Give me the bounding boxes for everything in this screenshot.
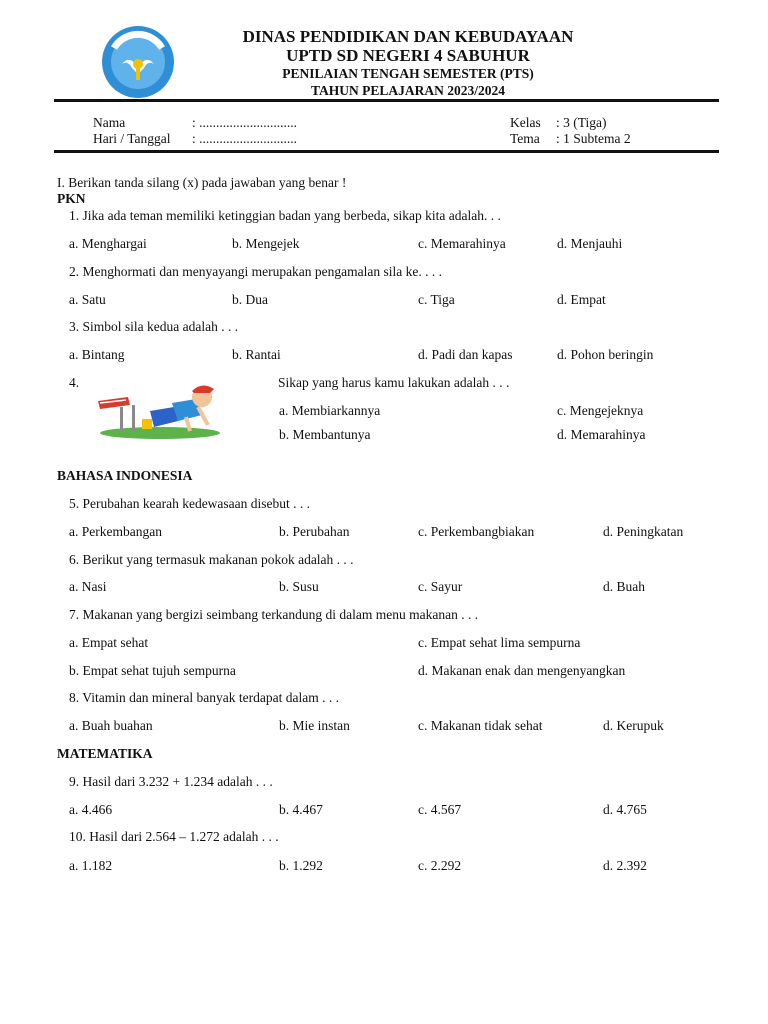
question-10: 10. Hasil dari 2.564 – 1.272 adalah . . .	[69, 829, 279, 844]
q1-option-d[interactable]: d. Menjauhi	[557, 236, 623, 251]
q10-option-b[interactable]: b. 1.292	[279, 858, 323, 873]
header-school: UPTD SD NEGERI 4 SABUHUR	[286, 46, 530, 65]
q7-option-c[interactable]: c. Empat sehat lima sempurna	[418, 635, 581, 650]
q2-option-d[interactable]: d. Empat	[557, 292, 606, 307]
question-5: 5. Perubahan kearah kedewasaan disebut . . .	[69, 496, 311, 511]
question-3: 3. Simbol sila kedua adalah . . .	[69, 319, 239, 334]
q6-option-d[interactable]: d. Buah	[603, 579, 645, 594]
q4-option-a[interactable]: a. Membiarkannya	[279, 403, 381, 418]
q8-option-d[interactable]: d. Kerupuk	[603, 718, 664, 733]
identity-divider	[54, 150, 719, 153]
nama-label: Nama	[93, 115, 126, 130]
question-4: Sikap yang harus kamu lakukan adalah . . .	[278, 375, 510, 390]
q5-option-c[interactable]: c. Perkembangbiakan	[418, 524, 535, 539]
q1-option-b[interactable]: b. Mengejek	[232, 236, 300, 251]
q7-option-a[interactable]: a. Empat sehat	[69, 635, 149, 650]
q7-option-b[interactable]: b. Empat sehat tujuh sempurna	[69, 663, 236, 678]
q10-option-d[interactable]: d. 2.392	[603, 858, 647, 873]
q4-option-b[interactable]: b. Membantunya	[279, 427, 371, 442]
question-7: 7. Makanan yang bergizi seimbang terkandung di dalam menu makanan . . .	[69, 607, 479, 622]
section-matematika: MATEMATIKA	[57, 746, 153, 761]
q9-option-d[interactable]: d. 4.765	[603, 802, 647, 817]
q3-option-a[interactable]: a. Bintang	[69, 347, 125, 362]
hari-field[interactable]: : .............................	[192, 131, 298, 146]
section-bahasa-indonesia: BAHASA INDONESIA	[57, 468, 193, 483]
header-agency: DINAS PENDIDIKAN DAN KEBUDAYAAN	[242, 27, 574, 46]
tema-label: Tema	[510, 131, 540, 146]
kelas-value: : 3 (Tiga)	[556, 115, 607, 130]
instruction: I. Berikan tanda silang (x) pada jawaban yang benar !	[57, 175, 347, 190]
hari-label: Hari / Tanggal	[93, 131, 171, 146]
question-1: 1. Jika ada teman memiliki ketinggian badan yang berbeda, sikap kita adalah. . .	[69, 208, 501, 223]
tema-value: : 1 Subtema 2	[556, 131, 631, 146]
q9-option-a[interactable]: a. 4.466	[69, 802, 113, 817]
q3-option-d[interactable]: d. Pohon beringin	[557, 347, 654, 362]
question-4-number: 4.	[69, 375, 80, 390]
q3-option-b[interactable]: b. Rantai	[232, 347, 281, 362]
q5-option-b[interactable]: b. Perubahan	[279, 524, 350, 539]
header-divider	[54, 99, 719, 102]
q3-option-c[interactable]: d. Padi dan kapas	[418, 347, 513, 362]
header-exam: PENILAIAN TENGAH SEMESTER (PTS)	[282, 66, 534, 81]
q8-option-a[interactable]: a. Buah buahan	[69, 718, 153, 733]
q10-option-a[interactable]: a. 1.182	[69, 858, 113, 873]
q6-option-b[interactable]: b. Susu	[279, 579, 319, 594]
question-8: 8. Vitamin dan mineral banyak terdapat dalam . . .	[69, 690, 339, 705]
q5-option-a[interactable]: a. Perkembangan	[69, 524, 162, 539]
q4-option-d[interactable]: d. Memarahinya	[557, 427, 646, 442]
question-6: 6. Berikut yang termasuk makanan pokok adalah . . .	[69, 552, 354, 567]
q1-option-a[interactable]: a. Menghargai	[69, 236, 147, 251]
question-9: 9. Hasil dari 3.232 + 1.234 adalah . . .	[69, 774, 273, 789]
q10-option-c[interactable]: c. 2.292	[418, 858, 462, 873]
q5-option-d[interactable]: d. Peningkatan	[603, 524, 684, 539]
q8-option-c[interactable]: c. Makanan tidak sehat	[418, 718, 543, 733]
q7-option-d[interactable]: d. Makanan enak dan mengenyangkan	[418, 663, 626, 678]
nama-field[interactable]: : .............................	[192, 115, 298, 130]
q2-option-c[interactable]: c. Tiga	[418, 292, 455, 307]
q6-option-a[interactable]: a. Nasi	[69, 579, 107, 594]
q1-option-c[interactable]: c. Memarahinya	[418, 236, 506, 251]
q9-option-c[interactable]: c. 4.567	[418, 802, 462, 817]
q6-option-c[interactable]: c. Sayur	[418, 579, 463, 594]
q9-option-b[interactable]: b. 4.467	[279, 802, 323, 817]
question-2: 2. Menghormati dan menyayangi merupakan pengamalan sila ke. . . .	[69, 264, 443, 279]
fallen-boy-illustration	[90, 381, 226, 443]
q2-option-b[interactable]: b. Dua	[232, 292, 268, 307]
header-year: TAHUN PELAJARAN 2023/2024	[310, 83, 505, 98]
q2-option-a[interactable]: a. Satu	[69, 292, 106, 307]
kelas-label: Kelas	[510, 115, 541, 130]
q4-option-c[interactable]: c. Mengejeknya	[557, 403, 644, 418]
section-pkn: PKN	[57, 191, 86, 206]
q8-option-b[interactable]: b. Mie instan	[279, 718, 350, 733]
